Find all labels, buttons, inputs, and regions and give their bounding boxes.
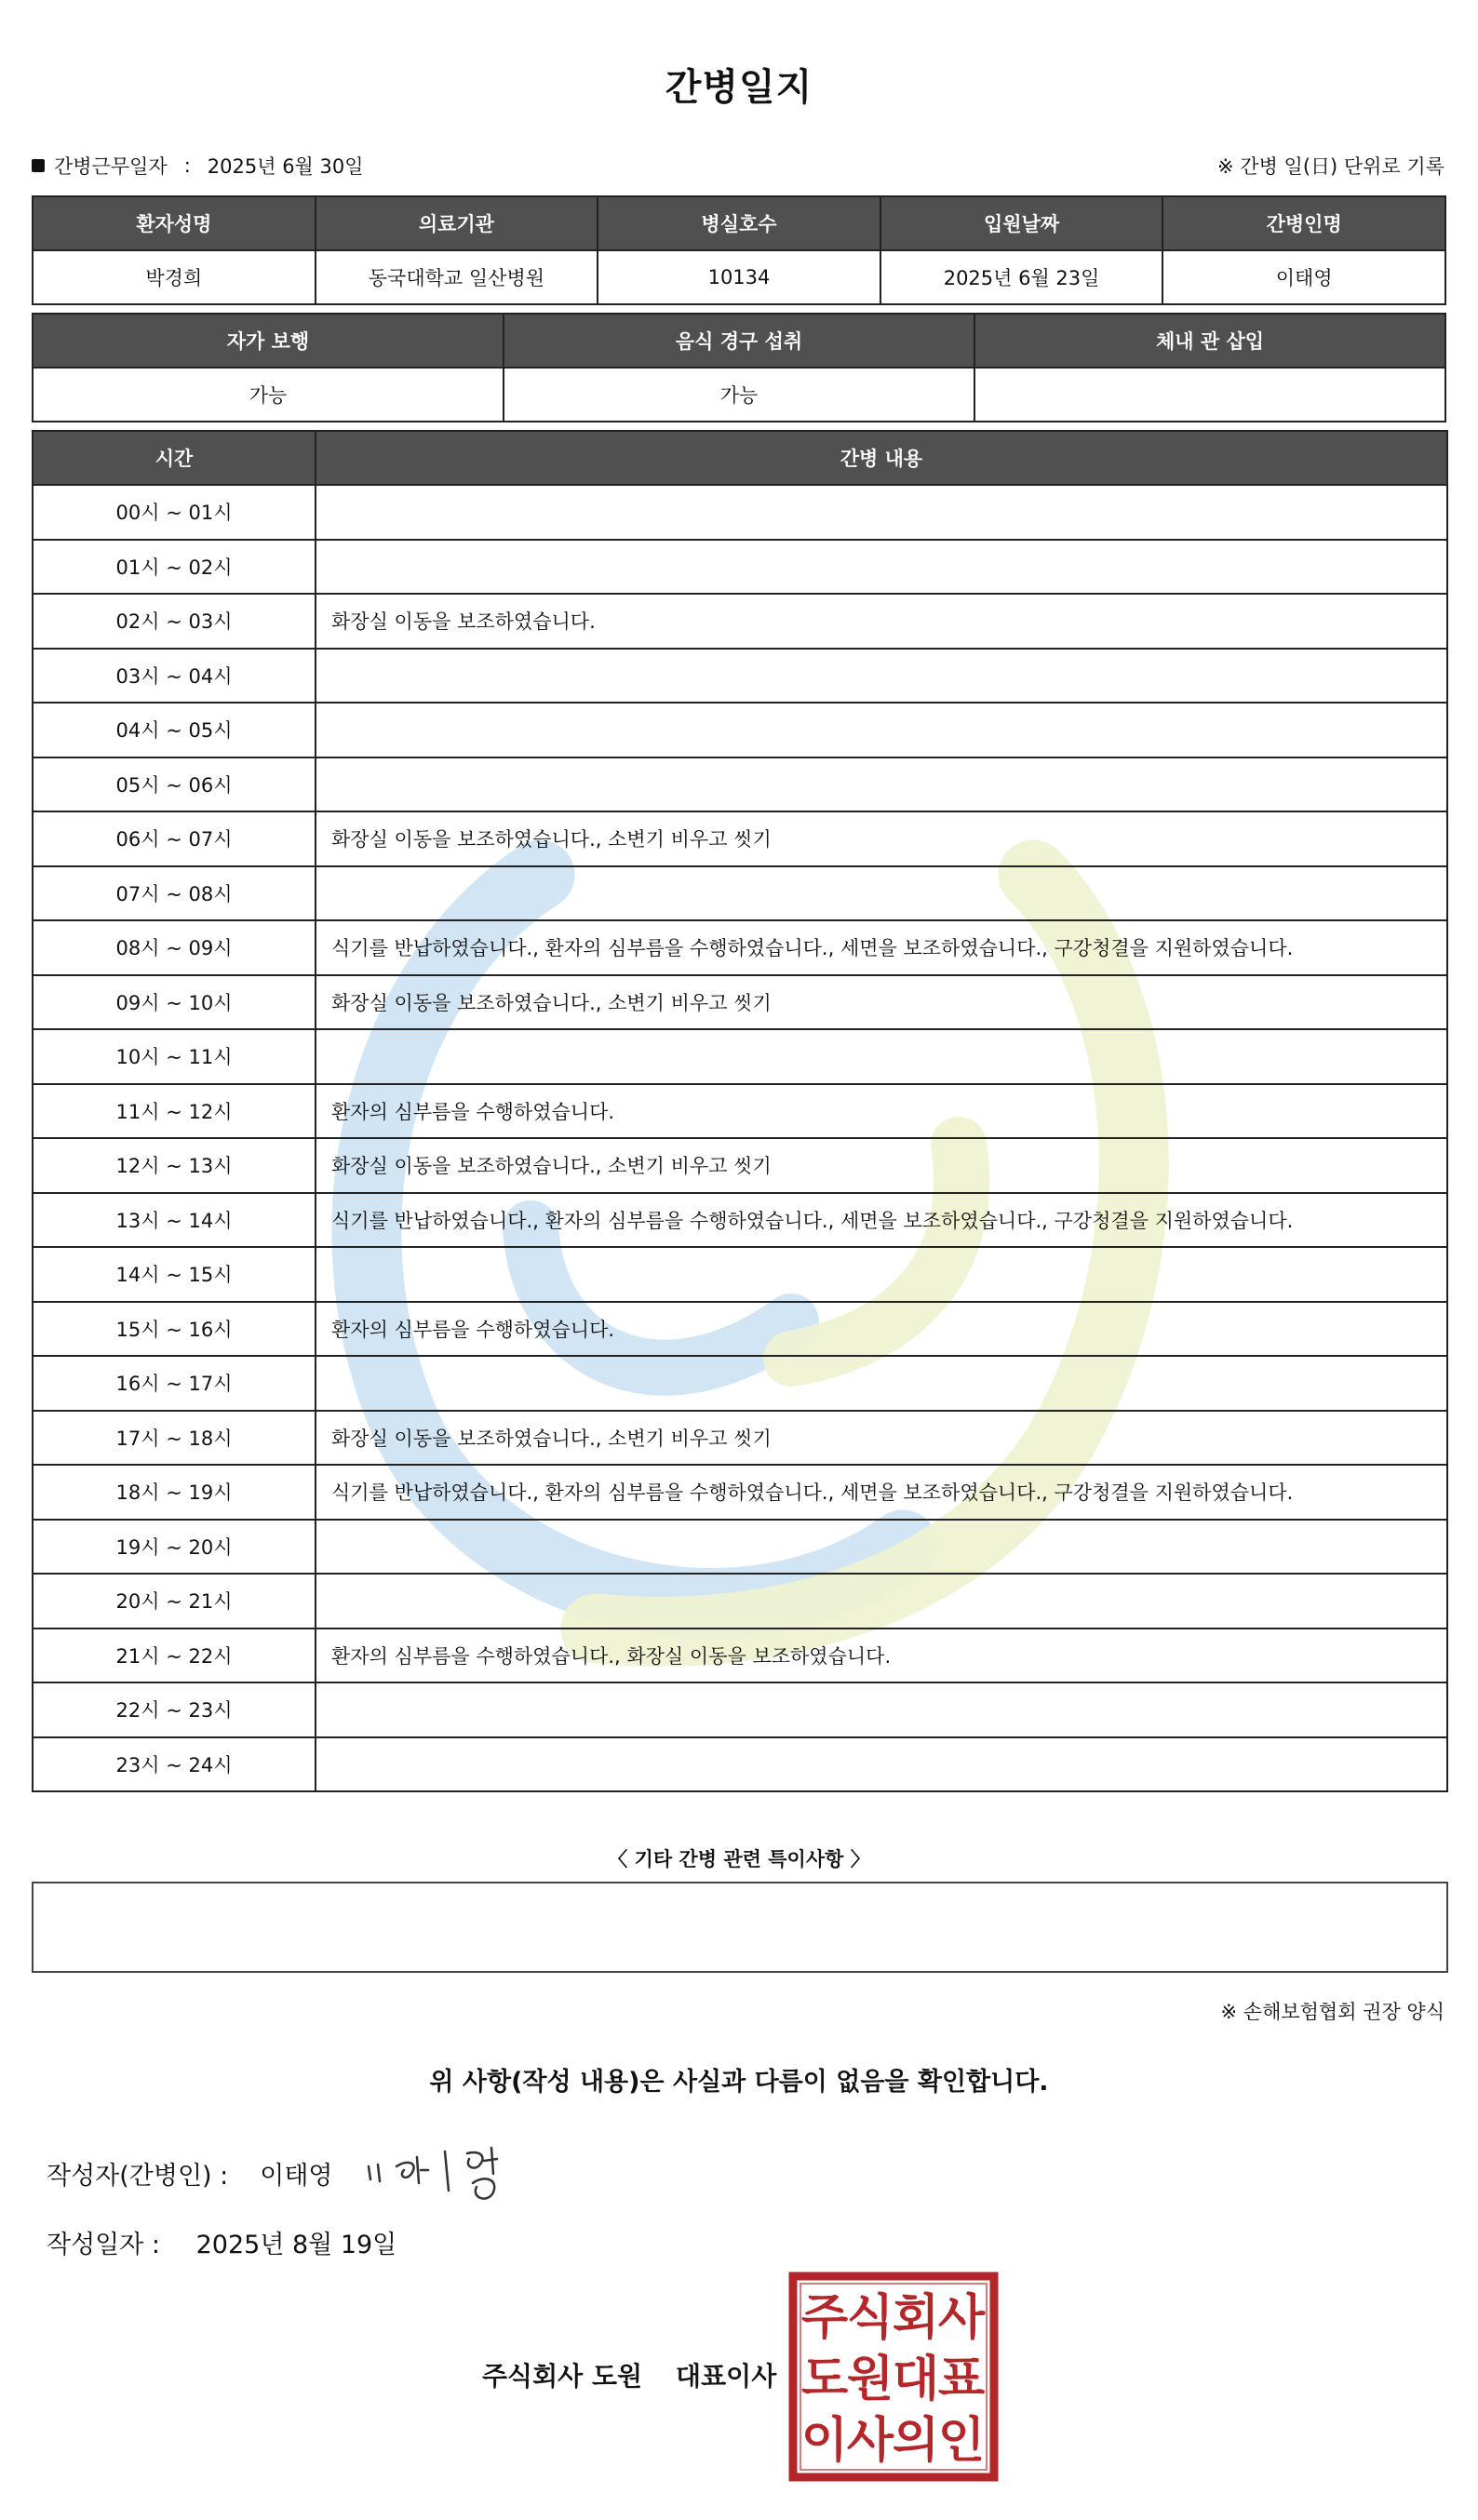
- time-slot: 14시 ~ 15시: [33, 1247, 316, 1302]
- table-row: [33, 1737, 1447, 1792]
- time-slot: 18시 ~ 19시: [33, 1465, 316, 1520]
- write-date-row: [47, 2224, 396, 2260]
- time-slot: 15시 ~ 16시: [33, 1302, 316, 1357]
- header-hospital: 의료기관: [316, 196, 598, 250]
- table-row: [33, 1629, 1447, 1683]
- table-row: [33, 1520, 1447, 1575]
- write-date-value: 2025년 8월 19일: [195, 2231, 397, 2259]
- work-date-row: [32, 152, 364, 180]
- admission-date: 2025년 6월 23일: [880, 250, 1163, 304]
- header-caregiver-name: 간병인명: [1162, 196, 1445, 250]
- writer-row: [47, 2155, 333, 2192]
- care-content: [316, 1247, 1447, 1302]
- care-content: 화장실 이동을 보조하였습니다., 소변기 비우고 씻기: [316, 1411, 1447, 1466]
- seal-character: 의: [892, 2413, 940, 2469]
- time-slot: 03시 ~ 04시: [33, 649, 316, 704]
- care-content: 환자의 심부름을 수행하였습니다.: [316, 1084, 1447, 1139]
- time-slot: 13시 ~ 14시: [33, 1193, 316, 1248]
- care-content: 환자의 심부름을 수행하였습니다., 화장실 이동을 보조하였습니다.: [316, 1629, 1447, 1683]
- care-content: [316, 703, 1447, 757]
- table-row: [33, 703, 1447, 757]
- seal-character: 사: [846, 2413, 894, 2469]
- table-row: [33, 540, 1447, 595]
- header-self-walking: 자가 보행: [33, 314, 504, 368]
- time-slot: 22시 ~ 23시: [33, 1682, 316, 1737]
- time-slot: 19시 ~ 20시: [33, 1520, 316, 1575]
- seal-character: 식: [846, 2290, 894, 2346]
- table-header-row: [33, 431, 1447, 485]
- header-oral-intake: 음식 경구 섭취: [504, 314, 974, 368]
- table-row: [33, 1411, 1447, 1466]
- company-signature-line: [482, 2356, 776, 2393]
- table-row: [33, 649, 1447, 704]
- care-content: [316, 540, 1447, 595]
- table-row: [33, 811, 1447, 866]
- source-note: ※ 손해보험협회 권장 양식: [1220, 2001, 1444, 2023]
- patient-info-table: [32, 195, 1446, 305]
- care-content: [316, 866, 1447, 921]
- square-bullet-icon: [32, 159, 45, 172]
- seal-character: 사: [937, 2290, 986, 2346]
- notes-box: [32, 1882, 1448, 1973]
- seal-character: 회: [892, 2290, 940, 2346]
- time-slot: 10시 ~ 11시: [33, 1029, 316, 1084]
- record-unit-note: ※ 간병 일(日) 단위로 기록: [1217, 155, 1444, 178]
- table-row: [33, 1247, 1447, 1302]
- self-walking-value: 가능: [33, 368, 504, 422]
- table-row: [33, 920, 1447, 975]
- table-row: [33, 485, 1447, 540]
- time-slot: 17시 ~ 18시: [33, 1411, 316, 1466]
- table-row: [33, 1682, 1447, 1737]
- time-slot: 01시 ~ 02시: [33, 540, 316, 595]
- caregiver-name: 이태영: [1162, 250, 1445, 304]
- time-slot: 05시 ~ 06시: [33, 757, 316, 812]
- hourly-care-log-table: [32, 430, 1448, 1792]
- care-content: [316, 485, 1447, 540]
- care-content: [316, 1737, 1447, 1792]
- table-row: [33, 866, 1447, 921]
- table-header-row: [33, 196, 1445, 250]
- work-date-separator: :: [183, 154, 191, 177]
- time-slot: 02시 ~ 03시: [33, 594, 316, 649]
- table-row: [33, 1465, 1447, 1520]
- confirmation-statement: 위 사항(작성 내용)은 사실과 다름이 없음을 확인합니다.: [429, 2068, 1049, 2097]
- care-content: [316, 1574, 1447, 1629]
- care-content: 화장실 이동을 보조하였습니다., 소변기 비우고 씻기: [316, 975, 1447, 1030]
- care-content: 식기를 반납하였습니다., 환자의 심부름을 수행하였습니다., 세면을 보조하였습니다., 구강청결을 지원하였습니다.: [316, 920, 1447, 975]
- tube-insertion-value: [974, 368, 1445, 422]
- handwritten-signature: [363, 2138, 531, 2213]
- company-name: 주식회사 도원: [482, 2361, 643, 2392]
- header-room-number: 병실호수: [598, 196, 880, 250]
- table-row: [33, 1029, 1447, 1084]
- notes-title: 〈 기타 간병 관련 특이사항 〉: [608, 1848, 870, 1870]
- time-slot: 07시 ~ 08시: [33, 866, 316, 921]
- header-admission-date: 입원날짜: [880, 196, 1163, 250]
- header-patient-name: 환자성명: [33, 196, 316, 250]
- time-slot: 12시 ~ 13시: [33, 1138, 316, 1193]
- hospital-name: 동국대학교 일산병원: [316, 250, 598, 304]
- time-slot: 23시 ~ 24시: [33, 1737, 316, 1792]
- time-slot: 00시 ~ 01시: [33, 485, 316, 540]
- care-content: 식기를 반납하였습니다., 환자의 심부름을 수행하였습니다., 세면을 보조하였습니다., 구강청결을 지원하였습니다.: [316, 1193, 1447, 1248]
- table-row: [33, 1302, 1447, 1357]
- seal-character: 원: [846, 2352, 894, 2407]
- work-date-value: 2025년 6월 30일: [207, 155, 364, 178]
- seal-character: 이: [800, 2413, 849, 2469]
- table-header-row: [33, 314, 1445, 368]
- patient-name: 박경희: [33, 250, 316, 304]
- seal-character: 주: [800, 2290, 849, 2346]
- log-body: [33, 485, 1447, 1791]
- care-content: 화장실 이동을 보조하였습니다., 소변기 비우고 씻기: [316, 811, 1447, 866]
- time-slot: 20시 ~ 21시: [33, 1574, 316, 1629]
- time-slot: 08시 ~ 09시: [33, 920, 316, 975]
- care-content: [316, 649, 1447, 704]
- header-time: 시간: [33, 431, 316, 485]
- time-slot: 09시 ~ 10시: [33, 975, 316, 1030]
- table-row: [33, 368, 1445, 422]
- table-row: [33, 1574, 1447, 1629]
- time-slot: 06시 ~ 07시: [33, 811, 316, 866]
- oral-intake-value: 가능: [504, 368, 974, 422]
- care-content: [316, 1356, 1447, 1411]
- table-row: [33, 1138, 1447, 1193]
- time-slot: 04시 ~ 05시: [33, 703, 316, 757]
- company-seal-stamp: [787, 2271, 1000, 2483]
- seal-character: 도: [800, 2352, 849, 2407]
- table-row: [33, 1193, 1447, 1248]
- care-content: 화장실 이동을 보조하였습니다., 소변기 비우고 씻기: [316, 1138, 1447, 1193]
- work-date-label: 간병근무일자: [54, 155, 168, 178]
- writer-label: 작성자(간병인) :: [47, 2162, 229, 2191]
- table-row: [33, 1356, 1447, 1411]
- care-content: [316, 757, 1447, 812]
- seal-character: 인: [937, 2413, 986, 2469]
- company-title: 대표이사: [676, 2361, 777, 2392]
- table-row: [33, 757, 1447, 812]
- care-content: 환자의 심부름을 수행하였습니다.: [316, 1302, 1447, 1357]
- seal-character: 대: [892, 2352, 940, 2407]
- patient-status-table: [32, 313, 1446, 422]
- writer-name: 이태영: [260, 2162, 333, 2191]
- table-row: [33, 975, 1447, 1030]
- time-slot: 21시 ~ 22시: [33, 1629, 316, 1683]
- write-date-label: 작성일자 :: [47, 2231, 161, 2259]
- care-content: [316, 1520, 1447, 1575]
- document-title: 간병일지: [665, 66, 813, 109]
- header-care-content: 간병 내용: [316, 431, 1447, 485]
- care-content: [316, 1029, 1447, 1084]
- care-content: 식기를 반납하였습니다., 환자의 심부름을 수행하였습니다., 세면을 보조하였습니다., 구강청결을 지원하였습니다.: [316, 1465, 1447, 1520]
- care-content: 화장실 이동을 보조하였습니다.: [316, 594, 1447, 649]
- seal-character: 표: [937, 2352, 986, 2407]
- care-content: [316, 1682, 1447, 1737]
- table-row: [33, 1084, 1447, 1139]
- table-row: [33, 594, 1447, 649]
- time-slot: 11시 ~ 12시: [33, 1084, 316, 1139]
- time-slot: 16시 ~ 17시: [33, 1356, 316, 1411]
- header-tube-insertion: 체내 관 삽입: [974, 314, 1445, 368]
- table-row: [33, 250, 1445, 304]
- room-number: 10134: [598, 250, 880, 304]
